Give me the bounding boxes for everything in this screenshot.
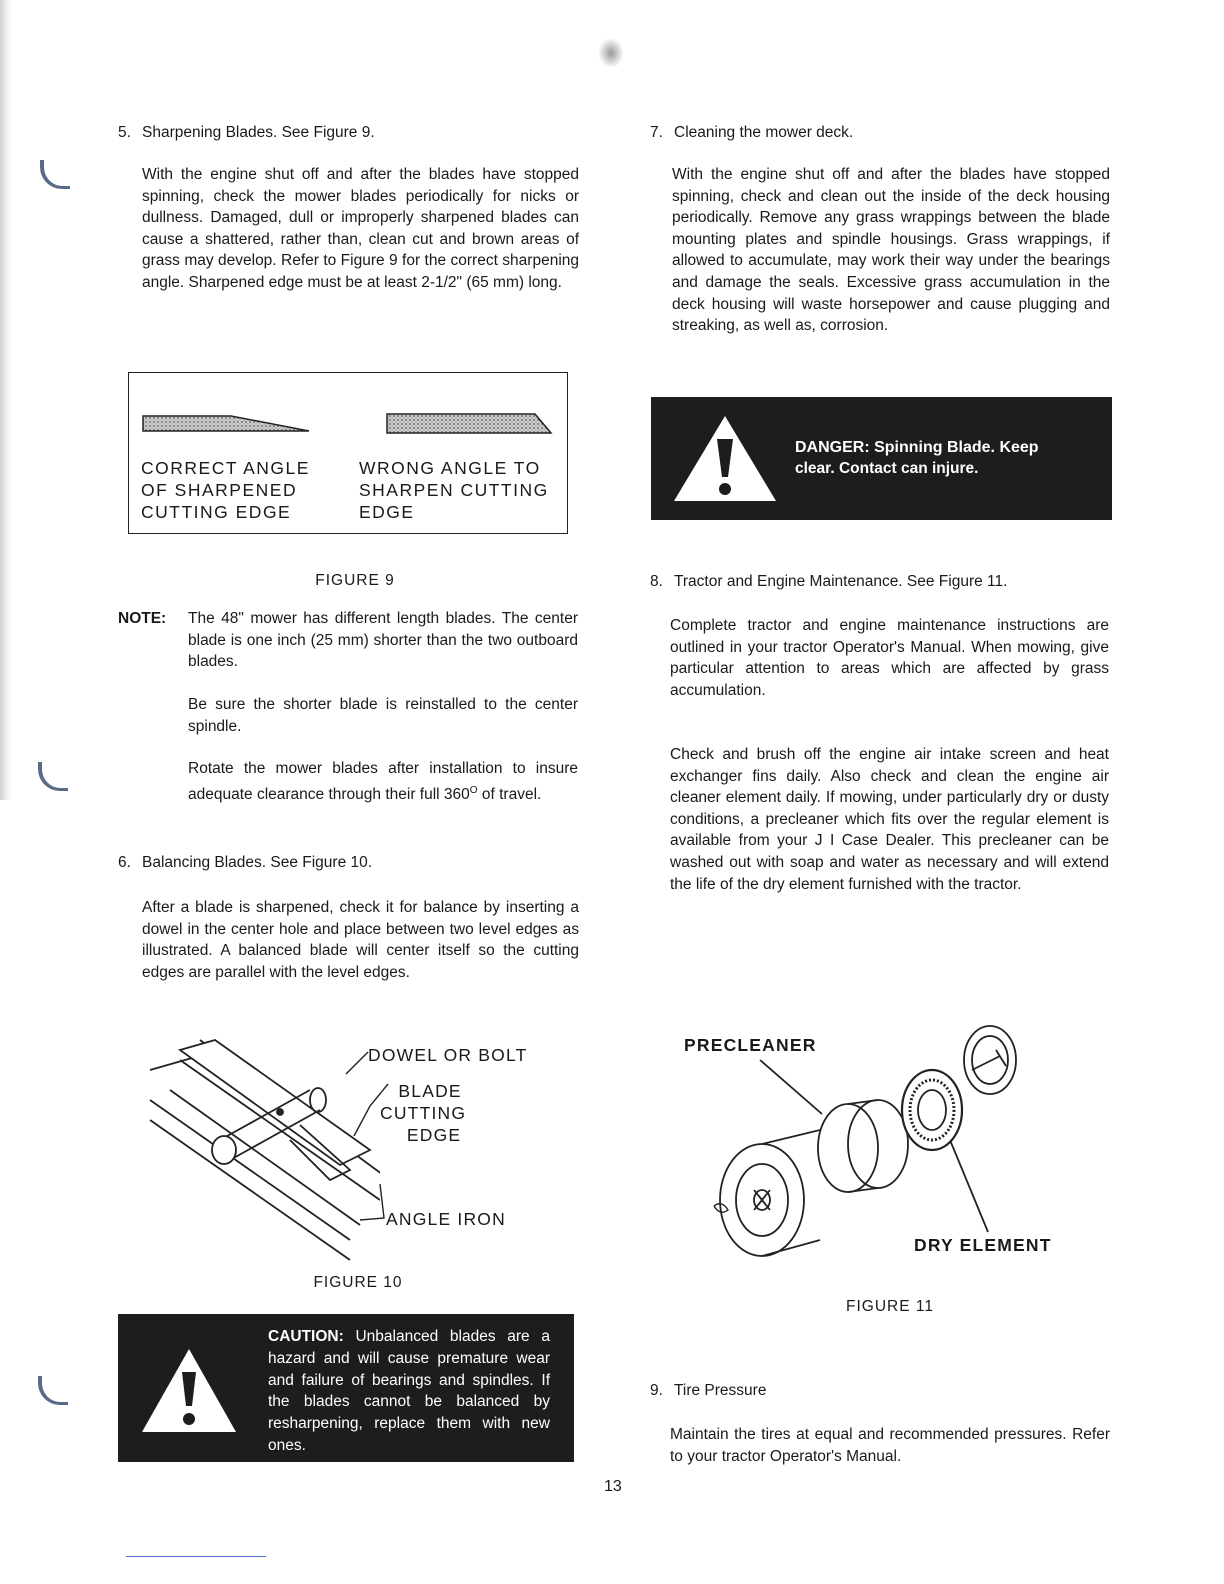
section-7-body: With the engine shut off and after the blades have stopped spinning, check and clean out the inside of the deck housing periodically. Remove any grass wrappings between the blade mounting plates and spindle housings. Grass wrappings, if allowed to accumulate, may work their way under the bearings and damage the seals. Excessive grass accumulation in the deck housing will waste horsepower and cause plugging and streaking, as well as, corrosion.: [672, 166, 1110, 335]
precleaner-label: PRECLEANER: [684, 1035, 817, 1055]
dowel-or-bolt-label: DOWEL OR BOLT: [368, 1045, 528, 1065]
page-number: 13: [604, 1478, 622, 1495]
correct-blade-profile-icon: [141, 413, 311, 435]
section-9-heading: 9. Tire Pressure: [650, 1382, 767, 1399]
section-8-paragraph-1: Complete tractor and engine maintenance instructions are outlined in your tractor Operator's Manual. When mowing, give particular attention to areas which are affected by grass accumulation.: [670, 617, 1109, 699]
underline-mark: [126, 1556, 266, 1557]
scan-blemish: [598, 38, 624, 68]
section-8-heading: 8. Tractor and Engine Maintenance. See Figure 11.: [650, 573, 1008, 590]
note-paragraph-1: The 48" mower has different length blades. The center blade is one inch (25 mm) shorter than the two outboard blades.: [188, 610, 578, 671]
figure-9-caption: FIGURE 9: [315, 572, 395, 589]
angle-iron-label: ANGLE IRON: [386, 1209, 506, 1229]
warning-triangle-icon: [140, 1346, 238, 1436]
note-paragraph-3: Rotate the mower blades after installation to insure adequate clearance through their full $360^O$ of travel.: [188, 760, 578, 803]
binding-edge: [0, 0, 12, 800]
section-5-heading: 5. Sharpening Blades. See Figure 9.: [118, 124, 375, 141]
warning-triangle-icon: [671, 413, 779, 505]
blade-cutting-edge-label: BLADE CUTTING EDGE: [380, 1081, 467, 1145]
section-6-heading: 6. Balancing Blades. See Figure 10.: [118, 854, 373, 871]
figure-11-caption: FIGURE 11: [846, 1298, 934, 1315]
caution-panel: [118, 1314, 574, 1462]
danger-text: DANGER: Spinning Blade. Keep clear. Contact can injure.: [795, 439, 1039, 477]
section-7-heading: 7. Cleaning the mower deck.: [650, 124, 854, 141]
section-6-body: After a blade is sharpened, check it for balance by inserting a dowel in the center hole and place between two level edges as illustrated. A balanced blade will center itself so the cutting edges are parallel with the level edges.: [142, 899, 579, 981]
dry-element-label: DRY ELEMENT: [914, 1235, 1052, 1255]
note-paragraph-2: Be sure the shorter blade is reinstalled to the center spindle.: [188, 696, 578, 735]
leader-lines: [340, 1040, 400, 1230]
section-8-paragraph-2: Check and brush off the engine air intake screen and heat exchanger fins daily. Also check and clean the engine air cleaner element daily. If mowing, under particularly dry or dusty conditions, a precleaner which fits over the regular element is available from your J I Case Dealer. This precleaner can be washed out with soap and water as necessary and will extend the life of the dry element furnished with the tractor.: [670, 746, 1109, 893]
section-5-body: With the engine shut off and after the blades have stopped spinning, check the mower blades periodically for nicks or dullness. Damaged, dull or improperly sharpened blades can cause a shattered, rather than, clean cut and brown areas of grass may develop. Refer to Figure 9 for the correct sharpening angle. Sharpened edge must be at least 2-1/2" (65 mm) long.: [142, 166, 579, 291]
punch-hole-mark: [38, 762, 68, 791]
note-label: NOTE:: [118, 610, 167, 627]
correct-angle-label: CORRECT ANGLE OF SHARPENED CUTTING EDGE: [141, 458, 310, 522]
danger-panel: [651, 397, 1112, 520]
figure-10-caption: FIGURE 10: [313, 1274, 403, 1291]
air-cleaner-exploded-illustration: [700, 1020, 1040, 1260]
wrong-angle-label: WRONG ANGLE TO SHARPEN CUTTING EDGE: [359, 458, 549, 522]
punch-hole-mark: [40, 160, 70, 189]
section-9-body: Maintain the tires at equal and recommended pressures. Refer to your tractor Operator's Manual.: [670, 1426, 1110, 1465]
caution-text: CAUTION: Unbalanced blades are a hazard and will cause premature wear and failure of bearings and spindles. If the blades cannot be balanced by resharpening, replace them with new ones.: [268, 1328, 550, 1454]
figure-9-box: [128, 372, 568, 534]
wrong-blade-profile-icon: [385, 411, 555, 437]
punch-hole-mark: [38, 1376, 68, 1405]
